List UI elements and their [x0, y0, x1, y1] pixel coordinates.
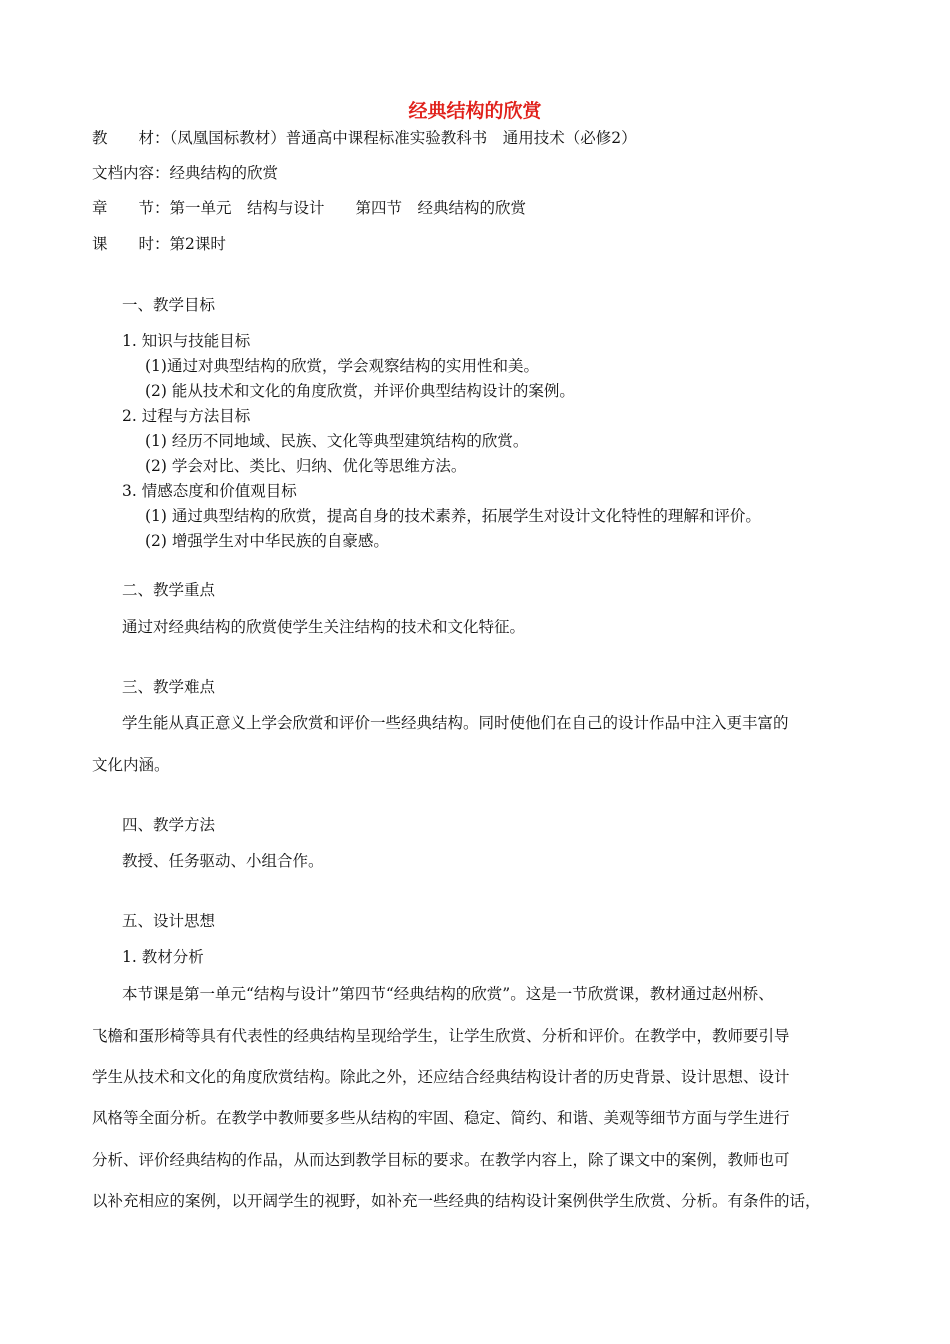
design-paragraph-line6: 以补充相应的案例，以开阔学生的视野，如补充一些经典的结构设计案例供学生欣赏、分析。有条件的话， — [92, 1192, 821, 1210]
objective-knowledge-1: (1)通过对典型结构的欣赏，学会观察结构的实用性和美。 — [145, 357, 539, 375]
meta-content-label: 文档内容： — [92, 164, 170, 182]
objective-process: 2. 过程与方法目标 — [122, 407, 251, 425]
design-paragraph-line1: 本节课是第一单元“结构与设计”第四节“经典结构的欣赏”。这是一节欣赏课，教材通过赵州桥、 — [122, 985, 774, 1003]
design-paragraph-line5: 分析、评价经典结构的作品，从而达到教学目标的要求。在教学内容上，除了课文中的案例，教师也可 — [92, 1151, 790, 1169]
meta-content — [92, 163, 278, 183]
objective-attitude-1: (1) 通过典型结构的欣赏，提高自身的技术素养，拓展学生对设计文化特性的理解和评价。 — [145, 507, 761, 525]
section-heading-objectives: 一、教学目标 — [122, 296, 216, 314]
section-heading-difficulties: 三、教学难点 — [122, 678, 216, 696]
objective-knowledge-2: (2) 能从技术和文化的角度欣赏，并评价典型结构设计的案例。 — [145, 382, 575, 400]
meta-content-value: 经典结构的欣赏 — [169, 164, 279, 182]
design-paragraph-line4: 风格等全面分析。在教学中教师要多些从结构的牢固、稳定、简约、和谐、美观等细节方面与学生进行 — [92, 1109, 790, 1127]
meta-chapter-label: 章 节： — [92, 199, 170, 217]
meta-textbook — [92, 128, 637, 148]
section-heading-key-points: 二、教学重点 — [122, 581, 216, 599]
document-title: 经典结构的欣赏 — [408, 100, 542, 122]
meta-chapter-value: 第一单元 结构与设计 第四节 经典结构的欣赏 — [169, 199, 527, 217]
objective-process-2: (2) 学会对比、类比、归纳、优化等思维方法。 — [145, 457, 467, 475]
difficulties-text-line1: 学生能从真正意义上学会欣赏和评价一些经典结构。同时使他们在自己的设计作品中注入更丰富的 — [122, 714, 789, 732]
design-textbook-analysis: 1. 教材分析 — [122, 948, 204, 966]
objective-attitude-2: (2) 增强学生对中华民族的自豪感。 — [145, 532, 389, 550]
objective-process-1: (1) 经历不同地域、民族、文化等典型建筑结构的欣赏。 — [145, 432, 529, 450]
meta-period-label: 课 时： — [92, 235, 170, 253]
meta-period-value: 第2课时 — [169, 235, 226, 253]
meta-period — [92, 234, 226, 254]
meta-textbook-label: 教 材： — [92, 129, 170, 147]
objective-attitude: 3. 情感态度和价值观目标 — [122, 482, 297, 500]
meta-textbook-value: （凤凰国标教材）普通高中课程标准实验教科书 通用技术（必修2） — [169, 129, 637, 147]
difficulties-text-line2: 文化内涵。 — [92, 756, 170, 774]
methods-text: 教授、任务驱动、小组合作。 — [122, 852, 324, 870]
design-paragraph-line3: 学生从技术和文化的角度欣赏结构。除此之外，还应结合经典结构设计者的历史背景、设计思想、设计 — [92, 1068, 790, 1086]
design-paragraph-line2: 飞檐和蛋形椅等具有代表性的经典结构呈现给学生，让学生欣赏、分析和评价。在教学中，教师要引导 — [92, 1027, 790, 1045]
key-points-text: 通过对经典结构的欣赏使学生关注结构的技术和文化特征。 — [122, 618, 526, 636]
meta-chapter — [92, 198, 526, 218]
objective-knowledge: 1. 知识与技能目标 — [122, 332, 251, 350]
section-heading-methods: 四、教学方法 — [122, 816, 216, 834]
section-heading-design: 五、设计思想 — [122, 912, 216, 930]
